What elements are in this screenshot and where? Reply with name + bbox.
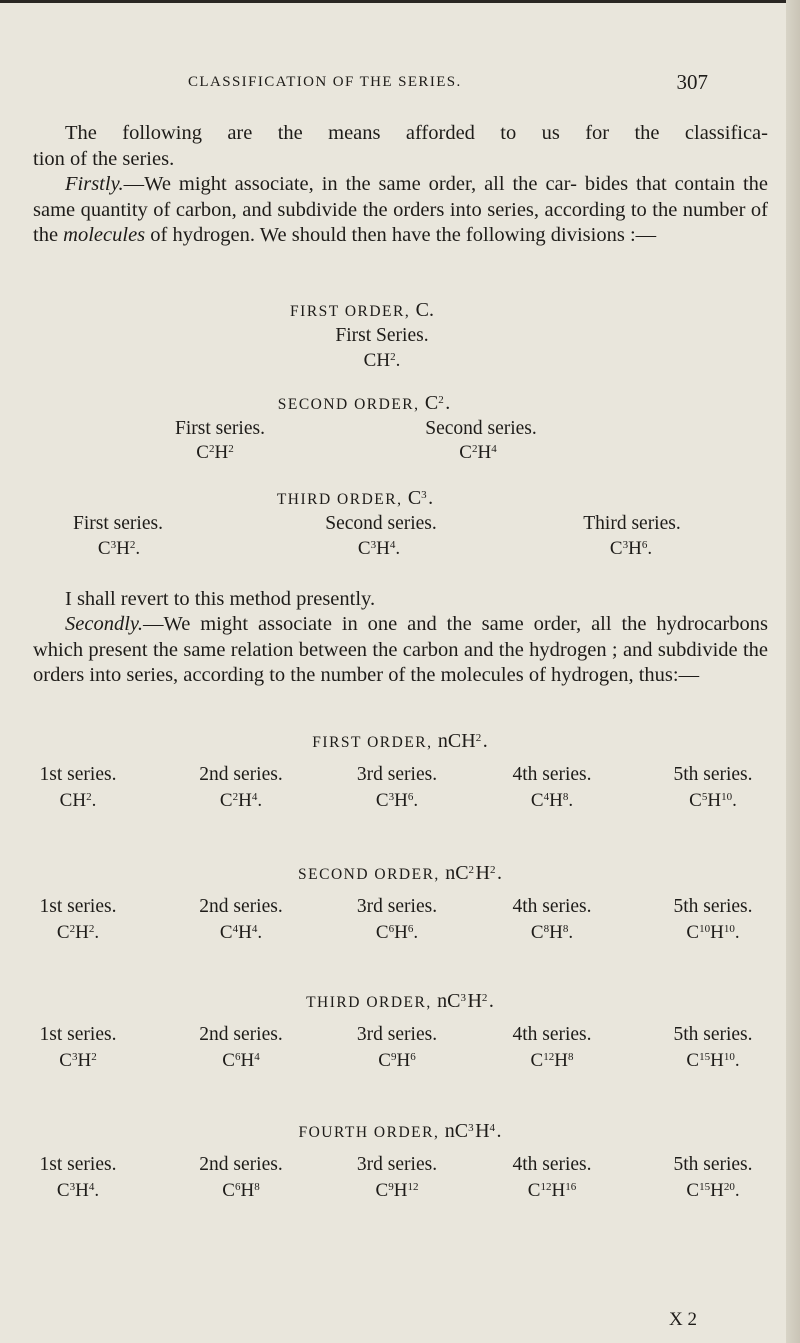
scheme2-order-3-series-3-label: 3rd series. [356, 1024, 438, 1045]
scheme2-order-2-series-4-label: 4th series. [512, 896, 592, 917]
scheme2-order-3-formula-1: $C^3H^2$ [59, 1050, 97, 1071]
scheme2-order-2-formula-2: $C^4H^4$. [219, 922, 263, 943]
scheme2-order-1-formula-5: $C^5H^{10}$. [689, 790, 737, 811]
order-2-formula-1: $C^2H^2$ [196, 442, 234, 463]
scheme2-order-2-heading: SECOND ORDER, $nC^2H^2$. [298, 862, 502, 884]
scheme2-order-4-formula-1: $C^3H^4$. [56, 1180, 100, 1201]
scheme2-order-4-series-2-label: 2nd series. [199, 1154, 283, 1175]
page-header [188, 70, 708, 104]
signature-mark: X 2 [669, 1309, 697, 1330]
firstly-emphasis: molecules [63, 224, 146, 246]
scheme2-order-4-series-4-label: 4th series. [512, 1154, 592, 1175]
scheme2-order-1-series-3-label: 3rd series. [356, 764, 438, 785]
intro-line-2: tion of the series. [33, 147, 175, 170]
scheme2-order-2-formula-3: $C^6H^6$. [375, 922, 419, 943]
scheme2-order-3-formula-5: $C^{15}H^{10}$. [686, 1050, 740, 1071]
scheme2-order-1-formula-4: $C^4H^8$. [530, 790, 574, 811]
top-rule [0, 0, 800, 3]
intro-line-1: The following are the means afforded to us for the classifica- [65, 122, 768, 144]
scheme2-order-4-formula-3: $C^9H^{12}$ [375, 1180, 419, 1201]
scheme2-order-3-formula-2: $C^6H^4$ [222, 1050, 260, 1071]
order-3-formula-1: $C^3H^2$. [97, 538, 141, 559]
scheme2-order-2-series-5-label: 5th series. [673, 896, 753, 917]
scheme2-order-2-series-3-label: 3rd series. [356, 896, 438, 917]
running-title: CLASSIFICATION OF THE SERIES. [188, 74, 462, 90]
scheme2-order-1-formula-2: $C^2H^4$. [219, 790, 263, 811]
order-3-series-2-label: Second series. [325, 513, 437, 534]
order-2-series-1-label: First series. [175, 418, 265, 439]
scheme2-order-1-series-2-label: 2nd series. [199, 764, 283, 785]
revert-line: I shall revert to this method presently. [65, 588, 376, 610]
firstly-lead: Firstly. [65, 173, 124, 195]
scheme2-order-4-formula-4: $C^{12}H^{16}$ [527, 1180, 577, 1201]
scheme2-order-4-formula-2: $C^6H^8$ [222, 1180, 260, 1201]
scheme2-order-2-formula-5: $C^{10}H^{10}$. [686, 922, 740, 943]
scheme2-order-3-series-5-label: 5th series. [673, 1024, 753, 1045]
order-3-series-1-label: First series. [73, 513, 163, 534]
scheme2-order-1-formula-1: $CH^2$. [59, 790, 97, 811]
scheme2-order-3-series-2-label: 2nd series. [199, 1024, 283, 1045]
scheme2-order-3-heading: THIRD ORDER, $nC^3H^2$. [306, 990, 494, 1012]
scheme2-order-4-series-3-label: 3rd series. [356, 1154, 438, 1175]
order-1-series-label: First Series. [335, 325, 429, 346]
page-edge-shadow [786, 0, 800, 1343]
firstly-text-b: of hydrogen. We should then have the following divisions :— [145, 224, 657, 246]
order-2-heading: SECOND ORDER, $C^2$. [277, 392, 451, 414]
firstly-text-a: —We might associate, in the same order, all the car- bides that contain the same quantity of carbon, and subdivide the orders into series, according to the number of the [33, 173, 768, 246]
scheme2-order-2-series-1-label: 1st series. [39, 896, 117, 917]
order-3-heading: THIRD ORDER, $C^3$. [276, 487, 434, 509]
scheme2-order-1-series-5-label: 5th series. [673, 764, 753, 785]
scheme2-order-3-series-1-label: 1st series. [39, 1024, 117, 1045]
page-number: 307 [676, 70, 708, 94]
secondly-lead: Secondly. [65, 613, 143, 635]
order-3-formula-3: $C^3H^6$. [609, 538, 653, 559]
scheme2-order-1-heading: FIRST ORDER, nCH$^2$. [312, 730, 488, 752]
order-1-formula: $CH^2$. [363, 350, 401, 371]
scheme2-order-1-formula-3: $C^3H^6$. [375, 790, 419, 811]
scheme2-order-2-series-2-label: 2nd series. [199, 896, 283, 917]
scheme2-order-4-series-1-label: 1st series. [39, 1154, 117, 1175]
order-1-heading: FIRST ORDER, C. [290, 299, 434, 321]
scheme2-order-3-formula-4: $C^{12}H^8$ [530, 1050, 574, 1071]
scheme2-order-2-formula-1: $C^2H^2$. [56, 922, 100, 943]
scheme2-order-4-heading: FOURTH ORDER, $nC^3H^4$. [298, 1120, 502, 1142]
order-2-series-2-label: Second series. [425, 418, 537, 439]
scheme2-order-3-formula-3: $C^9H^6$ [378, 1050, 416, 1071]
scheme2-order-4-formula-5: $C^{15}H^{20}$. [686, 1180, 740, 1201]
scheme2-order-3-series-4-label: 4th series. [512, 1024, 592, 1045]
order-3-series-3-label: Third series. [583, 513, 681, 534]
scheme2-order-1-series-4-label: 4th series. [512, 764, 592, 785]
order-2-formula-2: $C^2H^4$ [459, 442, 497, 463]
scheme2-order-2-formula-4: $C^8H^8$. [530, 922, 574, 943]
firstly-paragraph [33, 172, 768, 249]
scheme2-order-1-series-1-label: 1st series. [39, 764, 117, 785]
scheme2-order-4-series-5-label: 5th series. [673, 1154, 753, 1175]
secondly-paragraph [33, 612, 768, 689]
secondly-text: —We might associate in one and the same order, all the hydrocarbons which present the same relation between the carbon and the hydrogen ; and subdivide the orders into series, according to the number of the molecules of hydrogen, thus:— [33, 613, 768, 686]
order-3-formula-2: $C^3H^4$. [357, 538, 401, 559]
intro-paragraph [33, 121, 768, 172]
